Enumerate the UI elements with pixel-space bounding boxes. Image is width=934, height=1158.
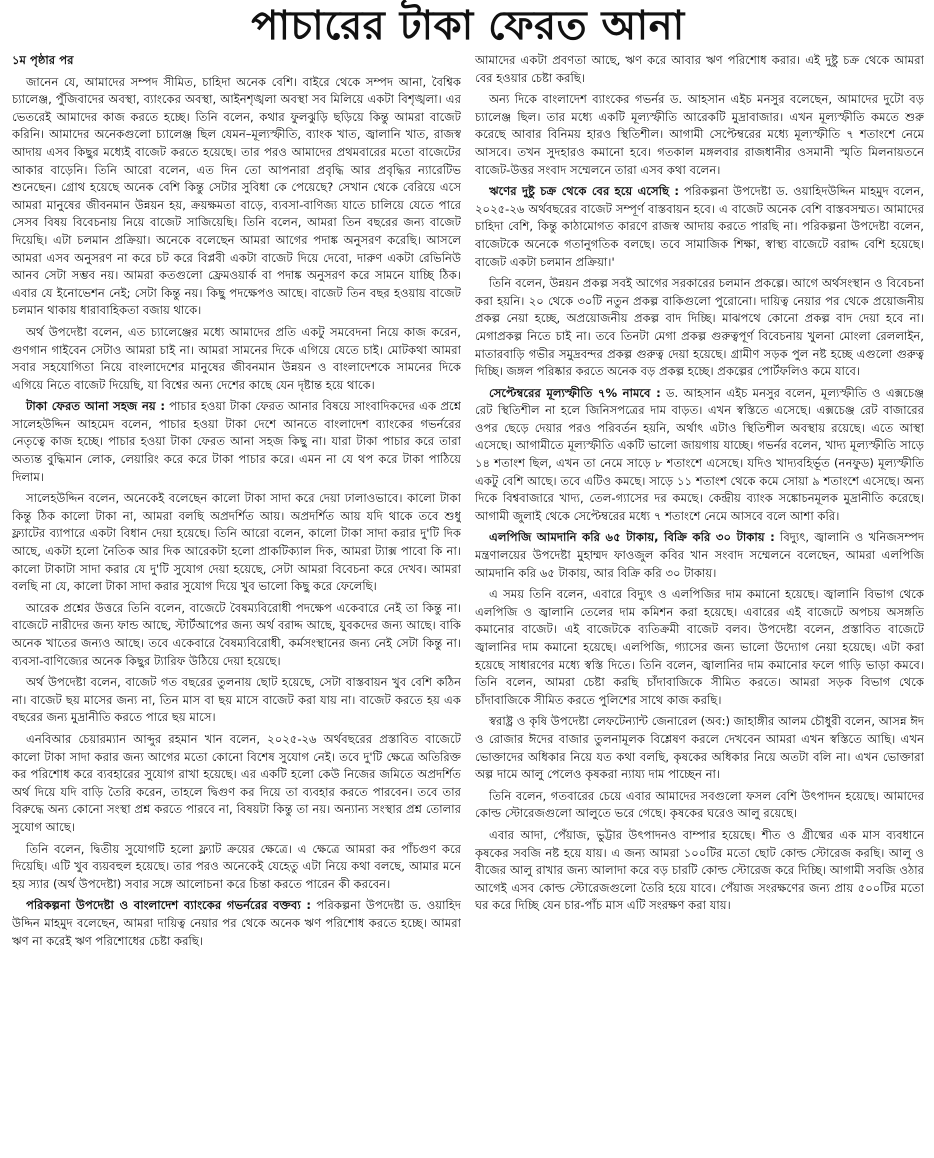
paragraph-text: তিনি বলেন, দ্বিতীয় সুযোগটি হলো ফ্ল্যাট ক্রয়ের ক্ষেত্রে। এ ক্ষেত্রে আমরা কর পাঁচগুণ করে দিয়েছি। এটি খুব ব্যয়বহুল হয়েছে। তার পরও অনেকেই যেহেতু এটা নিয়ে কথা বলছে, আমার মনে হয় স্যার (অর্থ উপদেষ্টা) সবার সঙ্গে আলোচনা করে চিন্তা করতে পারেন কী করবেন। xyxy=(12,841,461,891)
paragraph-text: বিদ্যুৎ, জ্বালানি ও খনিজসম্পদ মন্ত্রণালয়ের উপদেষ্টা মুহাম্মদ ফাওজুল কবির খান সংবাদ সম্মেলনে বলেছেন, আমরা এলপিজি আমদানি করি ৬৫ টাকায়, আর বিক্রি করি ৩০ টাকায়। xyxy=(475,530,924,580)
paragraph-text: আরেক প্রশ্নের উত্তরে তিনি বলেন, বাজেটে বৈষম্যবিরোধী পদক্ষেপ একেবারে নেই তা কিন্তু না। বাজেটে নারীদের জন্য ফান্ড আছে, স্টার্টআপের জন্য অর্থ বরাদ্দ আছে, যুবকদের জন্য আছে। বাকি অনেক খাতের জন্যও আছে। তবে একেবারে বৈষম্যবিরোধী, কর্মসংস্থানের জন্য নেই সেটা কিন্তু না। ব্যবসা-বাণিজ্যের অনেক কিছুর ট্যারিফ উঠিয়ে দেয়া হয়েছে। xyxy=(12,600,461,668)
paragraph xyxy=(475,385,924,526)
right-column xyxy=(475,52,924,1158)
paragraph-text: এ সময় তিনি বলেন, এবারে বিদ্যুৎ ও এলপিজির দাম কমানো হয়েছে। জ্বালানি বিভাগ থেকে এলপিজি ও জ্বালানি তেলের দাম কমিশন করা হয়েছে। এবারের এই বাজেটে অপচয় অসঙ্গতি কমানোর বাজেট। এই বাজেটকে ব্যতিক্রমী বাজেট বলব। উপদেষ্টা বলেন, প্রস্তাবিত বাজেটে জ্বালানির দাম কমানো হয়েছে। এলপিজি, গ্যাসের জন্য ভালো উদ্যোগ নেয়া হয়েছে। এটা করা হয়েছে সাধারণের মধ্যে স্বস্তি দিতে। তিনি বলেন, জ্বালানির দাম কমানোর ফলে গাড়ি ভাড়া কমবে। তিনি বলেন, আমরা চেষ্টা করছি চাঁদাবাজিকে সীমিত করতে। আমরা সড়ক বিভাগ থেকে চাঁদাবাজিকে সীমিত করতে পুলিশের সাথে কাজ করছি। xyxy=(475,587,924,707)
paragraph xyxy=(12,74,461,320)
paragraph-text: ড. আহসান এইচ মনসুর বলেন, মূল্যস্ফীতি ও এক্সচেঞ্জ রেট স্থিতিশীল না হলে জিনিসপত্রের দাম বাড়ত। এখন স্বস্তিতে এসেছে। এক্সচেঞ্জ রেট বাজারের ওপর ছেড়ে দেয়ার পরও পরিবর্তন হয়নি, অর্থাৎ এটাও স্থিতিশীল অবস্থায় রয়েছে। এতে আস্থা এসেছে। আগামীতে মূল্যস্ফীতি একটি ভালো জায়গায় যাচ্ছে। গভর্নর বলেন, খাদ্য মূল্যস্ফীতি সাড়ে ১৪ শতাংশ ছিল, এখন তা নেমে সাড়ে ৮ শতাংশে এসেছে। যদিও খাদ্যবহির্ভূত (ননফুড) মূল্যস্ফীতি একটু বেশি আছে। তবে এটিও কমছে। সাড়ে ১১ শতাংশ থেকে কমে সোয়া ৯ শতাংশে এসেছে। অন্য দিকে বিশ্ববাজারে খাদ্য, তেল-গ্যাসের দর কমছে। কেন্দ্রীয় ব্যাংক সঙ্কোচনমূলক মুদ্রানীতি করেছে। আগামী জুলাই থেকে সেপ্টেম্বরের মধ্যে ৭ শতাংশে নেমে আসবে বলে আশা করি। xyxy=(475,385,924,523)
paragraph-text: জানেন যে, আমাদের সম্পদ সীমিত, চাহিদা অনেক বেশি। বাইরে থেকে সম্পদ আনা, বৈশ্বিক চ্যালেঞ্জ, পুঁজিবাদের অবস্থা, ব্যাংকের অবস্থা, আইনশৃঙ্খলা অবস্থা সব মিলিয়ে একটা বিশৃঙ্খলা। এর ভেতরেই আমাদের কাজ করতে হচ্ছে। তিনি বলেন, কথার ফুলঝুড়ি ছড়িয়ে কিন্তু আমরা বাজেট করিনি। আমাদের অনেকগুলো চ্যালেঞ্জ ছিল যেমন–মূল্যস্ফীতি, ব্যাংক খাত, জ্বালানি খাত, রাজস্ব আদায় এসব কিছুর মধ্যেই বাজেট করতে হয়েছে। তার পরও আমাদের প্রথমবারের মতো বাজেটের আকার বাড়েনি। তিনি আরো বলেন, এত দিন তো আপনারা প্রবৃদ্ধি আর প্রবৃদ্ধির ন্যারেটিভ শুনেছেন। গ্রোথ হয়েছে অনেক বেশি কিন্তু সেটার সুবিধা কে পেয়েছে? সেখান থেকে বেরিয়ে এসে আমরা মানুষের জীবনমান উন্নয়ন হয়, ক্রয়ক্ষমতা বাড়ে, ব্যবসা-বাণিজ্য যাতে চালিয়ে যেতে পারে সেসব বিষয় বিবেচনায় নিয়ে বাজেট সাজিয়েছি। তিনি বলেন, আমরা তিন বছরের জন্য বাজেট দিয়েছি। এটা চলমান প্রক্রিয়া। অনেকে বলেছেন আমরা আগের পদাঙ্ক অনুসরণ করেছি। আসলে আমরা এসব অনুসরণ না করে চট করে বিপ্লবী একটা বাজেট দিয়ে দেবো, দারুণ একটা রেভিনিউ আনব সেটা সম্ভব নয়। আমরা কতগুলো ফ্রেমওয়ার্ক বা পদাঙ্ক অনুসরণ করে সামনে যাচ্ছি ঠিক। এবার যে ইনোভেশন নেই; সেটা কিন্তু নয়। কিছু পদক্ষেপও আছে। বাজেট তিন বছর হওয়ায় বাজেট চলমান থাকায় ধারাবাহিকতা বজায় থাকে। xyxy=(12,74,461,318)
paragraph-text: এনবিআর চেয়ারম্যান আব্দুর রহমান খান বলেন, ২০২৫-২৬ অর্থবছরের প্রস্তাবিত বাজেটে কালো টাকা সাদা করার জন্য আগের মতো কোনো বিশেষ সুযোগ নেই। তবে দু'টি ক্ষেত্রে অতিরিক্ত কর পরিশোধ করে ব্যবহারের সুযোগ রাখা হয়েছে। এর একটি হলো কেউ নিজের জমিতে অপ্রদর্শিত অর্থ দিয়ে যদি বাড়ি তৈরি করেন, তাহলে দ্বিগুণ কর দিয়ে তা ব্যবহার করতে পারবেন। তবে তার বিরুদ্ধে অন্য কোনো সংস্থা প্রশ্ন করতে পারবে না, বিষয়টা কিন্তু তা নয়। অন্যান্য সংস্থার প্রশ্ন তোলার সুযোগ আছে। xyxy=(12,731,461,834)
paragraph-text: আমাদের একটা প্রবণতা আছে, ঋণ করে আবার ঋণ পরিশোধ করার। এই দুষ্টু চক্র থেকে আমরা বের হওয়ার চেষ্টা করছি। xyxy=(475,53,924,85)
paragraph xyxy=(475,788,924,823)
paragraph-text: পরিকল্পনা উপদেষ্টা ড. ওয়াহিদউদ্দিন মাহমুদ বলেন, ২০২৫-২৬ অর্থবছরের বাজেট সম্পূর্ণ বাস্তবায়ন হবে। এ বাজেট অনেক বেশি বাস্তবসম্মত। আমাদের চাহিদা বেশি, কিন্তু কাঠামোগত কারণে রাজস্ব আদায় করতে পারছি না। পরিকল্পনা উপদেষ্টা বলেন, বাজেটকে অনেকে গতানুগতিক বলছে। তবে সামাজিক শিক্ষা, স্বাস্থ্য বাজেটে বরাদ্দ বেশি হয়েছে। বাজেট একটা চলমান প্রক্রিয়া।' xyxy=(475,184,924,269)
subheading: পরিকল্পনা উপদেষ্টা ও বাংলাদেশ ব্যাংকের গভর্নরের বক্তব্য : xyxy=(26,898,312,913)
paragraph xyxy=(475,52,924,87)
kicker-line xyxy=(12,52,461,70)
paragraph-text: অর্থ উপদেষ্টা বলেন, এত চ্যালেঞ্জের মধ্যে আমাদের প্রতি একটু সমবেদনা নিয়ে কাজ করেন, গুণগান গাইবেন সেটাও আমরা চাই না। আমরা সামনের দিকে এগিয়ে যেতে চাই। মোটকথা আমরা সবার সহযোগিতা নিয়ে বাংলাদেশের মানুষের জীবনমান উন্নয়ন ও বাংলাদেশকে সামনের দিকে এগিয়ে নিতে বাজেট দিয়েছি, যা বিশ্বের অন্য দেশের কাছে যেন দৃষ্টান্ত হয়ে থাকে। xyxy=(12,324,461,392)
paragraph xyxy=(12,490,461,596)
paragraph xyxy=(475,91,924,179)
paragraph-text: অর্থ উপদেষ্টা বলেন, বাজেট গত বছরের তুলনায় ছোট হয়েছে, সেটা বাস্তবায়ন খুব বেশি কঠিন না। বাজেট ছয় মাসের জন্য না, তিন মাস বা ছয় মাসে বাজেট করা যায় না। বাজেট করতে হয় এক বছরের জন্য মুদ্রানীতি করতে পারে ছয় মাসে। xyxy=(12,675,461,725)
paragraph-text: অন্য দিকে বাংলাদেশ ব্যাংকের গভর্নর ড. আহসান এইচ মনসুর বলেছেন, আমাদের দুটো বড় চ্যালেঞ্জ ছিল। তার মধ্যে একটি মূল্যস্ফীতি আরেকটি মুদ্রাবাজার। এখন মূল্যস্ফীতি কমতে শুরু করেছে আবার বিনিময় হারও স্থিতিশীল। আগামী সেপ্টেম্বরের মধ্যে মূল্যস্ফীতি ৭ শতাংশে নেমে আসবে। তখন সুদহারও কমানো হবে। গতকাল মঙ্গলবার রাজধানীর ওসমানী স্মৃতি মিলনায়তনে বাজেট-উত্তর সংবাদ সম্মেলনে তারা এসব কথা বলেন। xyxy=(475,92,924,177)
paragraph-text: পরিকল্পনা উপদেষ্টা ড. ওয়াহিদ উদ্দিন মাহমুদ বলেছেন, আমরা দায়িত্ব নেয়ার পর থেকে অনেক ঋণ পরিশোধ করতে হচ্ছে। আমরা ঋণ না করেই ঋণ পরিশোধের চেষ্টা করছি। xyxy=(12,898,461,948)
paragraph xyxy=(475,586,924,709)
kicker: ১ম পৃষ্ঠার পর xyxy=(12,53,74,67)
paragraph xyxy=(12,600,461,670)
headline: পাচারের টাকা ফেরত আনা xyxy=(251,3,685,49)
paragraph-text: এবার আদা, পেঁয়াজ, ভুট্টার উৎপাদনও বাম্পার হয়েছে। শীত ও গ্রীষ্মের এক মাস ব্যবধানে কৃষকের সবজি নষ্ট হয়ে যায়। এ জন্য আমরা ১০০টির মতো ছোট কোল্ড স্টোরেজ করছি। আলু ও বীজের আলু রাখার জন্য আলাদা করে বড় চারটি কোল্ড স্টোরেজ করে দিচ্ছি। আগামী সবজি ওঠার আগেই এসব কোল্ড স্টোরেজগুলো তৈরি হয়ে যাবে। পেঁয়াজ সংরক্ষণের জন্য প্রায় ৫০০টির মতো ঘর করে দিচ্ছি যেন চার-পাঁচ মাস এটি সংরক্ষণ করা যায়। xyxy=(475,827,924,913)
subheading: ঋণের দুষ্টু চক্র থেকে বের হয়ে এসেছি : xyxy=(489,184,679,199)
paragraph xyxy=(12,731,461,837)
paragraph xyxy=(12,324,461,394)
paragraph xyxy=(475,529,924,582)
subheading: টাকা ফেরত আনা সহজ নয় : xyxy=(26,399,165,414)
subheading: সেপ্টেম্বরের মূল্যস্ফীতি ৭% নামবে : xyxy=(489,385,661,400)
paragraph xyxy=(12,841,461,894)
paragraph-text: পাচার হওয়া টাকা ফেরত আনার বিষয়ে সাংবাদিকদের এক প্রশ্নে সালেহউদ্দিন আহমেদ বলেন, পাচার হওয়া টাকা দেশে আনতে বাংলাদেশ ব্যাংকের গভর্নরের নেতৃত্বে কাজ হচ্ছে। পাচার হওয়া টাকা ফেরত আনা সহজ কিছু না। যারা টাকা পাচার করে তারা অত্যন্ত বুদ্ধিমান লোক, লেয়ারিং করে করে টাকা পাচার করে। এমন না যে থপ করে টাকা পাঠিয়ে দিলাম। xyxy=(12,399,461,484)
paragraph xyxy=(475,275,924,381)
paragraph xyxy=(475,827,924,915)
paragraph xyxy=(475,183,924,271)
paragraph xyxy=(12,674,461,727)
paragraph xyxy=(475,713,924,783)
left-column xyxy=(12,52,461,1158)
article-body xyxy=(12,52,924,1158)
subheading: এলপিজি আমদানি করি ৬৫ টাকায়, বিক্রি করি ৩০ টাকায় : xyxy=(489,530,775,545)
paragraph-text: সালেহউদ্দিন বলেন, অনেকেই বলেছেন কালো টাকা সাদা করে দেয়া ঢালাওভাবে। কালো টাকা কিন্তু ঠিক কালো টাকা না, আমরা বলছি অপ্রদর্শিত আয়। অপ্রদর্শিত আয় যদি থাকে তবে শুধু ফ্ল্যাটের ব্যাপারে একটা বিধান দেয়া হয়েছে। তিনি আরো বলেন, কালো টাকা সাদা করার দু'টি দিক আছে, একটা হলো নৈতিক আর দিক আরেকটা হলো প্রাকটিক্যাল দিক, আমরা ট্যাক্স পাবো কি না। কালো টাকাটা সাদা করার যে দু'টি সুযোগ দেয়া হয়েছে, সেটা আমরা বিবেচনা করে দেখব। আমরা বলছি না যে, কালো টাকা সাদা করার সুযোগ দিয়ে খুব ভালো কিছু করে ফেলেছি। xyxy=(12,491,461,594)
paragraph xyxy=(12,398,461,486)
paragraph-text: তিনি বলেন, গতবারের চেয়ে এবার আমাদের সবগুলো ফসল বেশি উৎপাদন হয়েছে। আমাদের কোল্ড স্টোরেজগুলো আলুতে ভরে গেছে। কৃষকের ঘরেও আলু রয়েছে। xyxy=(475,788,924,821)
paragraph xyxy=(12,897,461,950)
paragraph-text: তিনি বলেন, উন্নয়ন প্রকল্প সবই আগের সরকারের চলমান প্রকল্পে। আগে অর্থসংস্থান ও বিবেচনা করা হয়নি। ২০ থেকে ৩০টি নতুন প্রকল্প বাকিগুলো পুরোনো। দায়িত্ব নেয়ার পর থেকে প্রয়োজনীয় প্রকল্প নেয়া হচ্ছে, অপ্রয়োজনীয় প্রকল্প বাদ দিচ্ছি। মাঝপথে কোনো প্রকল্প বাদ দেয়া হবে না। মেগাপ্রকল্প নিতে চাই না। তবে তিনটা মেগা প্রকল্প গুরুত্বপূর্ণ বিবেচনায় খুলনা মোংলা রেললাইন, মাতারবাড়ি গভীর সমুদ্রবন্দর প্রকল্প গুরুত্ব দেয়া হয়েছে। গ্রামীণ সড়ক পুল নষ্ট হচ্ছে এগুলো গুরুত্ব দিচ্ছি। জঙ্গল পরিষ্কার করতে অনেক বড় প্রকল্প হচ্ছে। প্রকল্পের পোর্টফলিও কমে যাবে। xyxy=(475,276,924,379)
paragraph-text: স্বরাষ্ট্র ও কৃষি উপদেষ্টা লেফটেন্যান্ট জেনারেল (অব:) জাহাঙ্গীর আলম চৌধুরী বলেন, আসন্ন ঈদ ও রোজার ঈদের বাজার তুলনামূলক বিশ্লেষণ করলে দেখবেন আমরা এখন স্বস্তিতে আছি। এখন ভোক্তাদের অধিকার নিয়ে যত কথা বলছি, কৃষকের অধিকার নিয়ে অতটা বলি না। এখন ভোক্তারা অল্প দামে আলু পেলেও কৃষকরা ন্যায্য দাম পাচ্ছেন না। xyxy=(475,714,924,782)
